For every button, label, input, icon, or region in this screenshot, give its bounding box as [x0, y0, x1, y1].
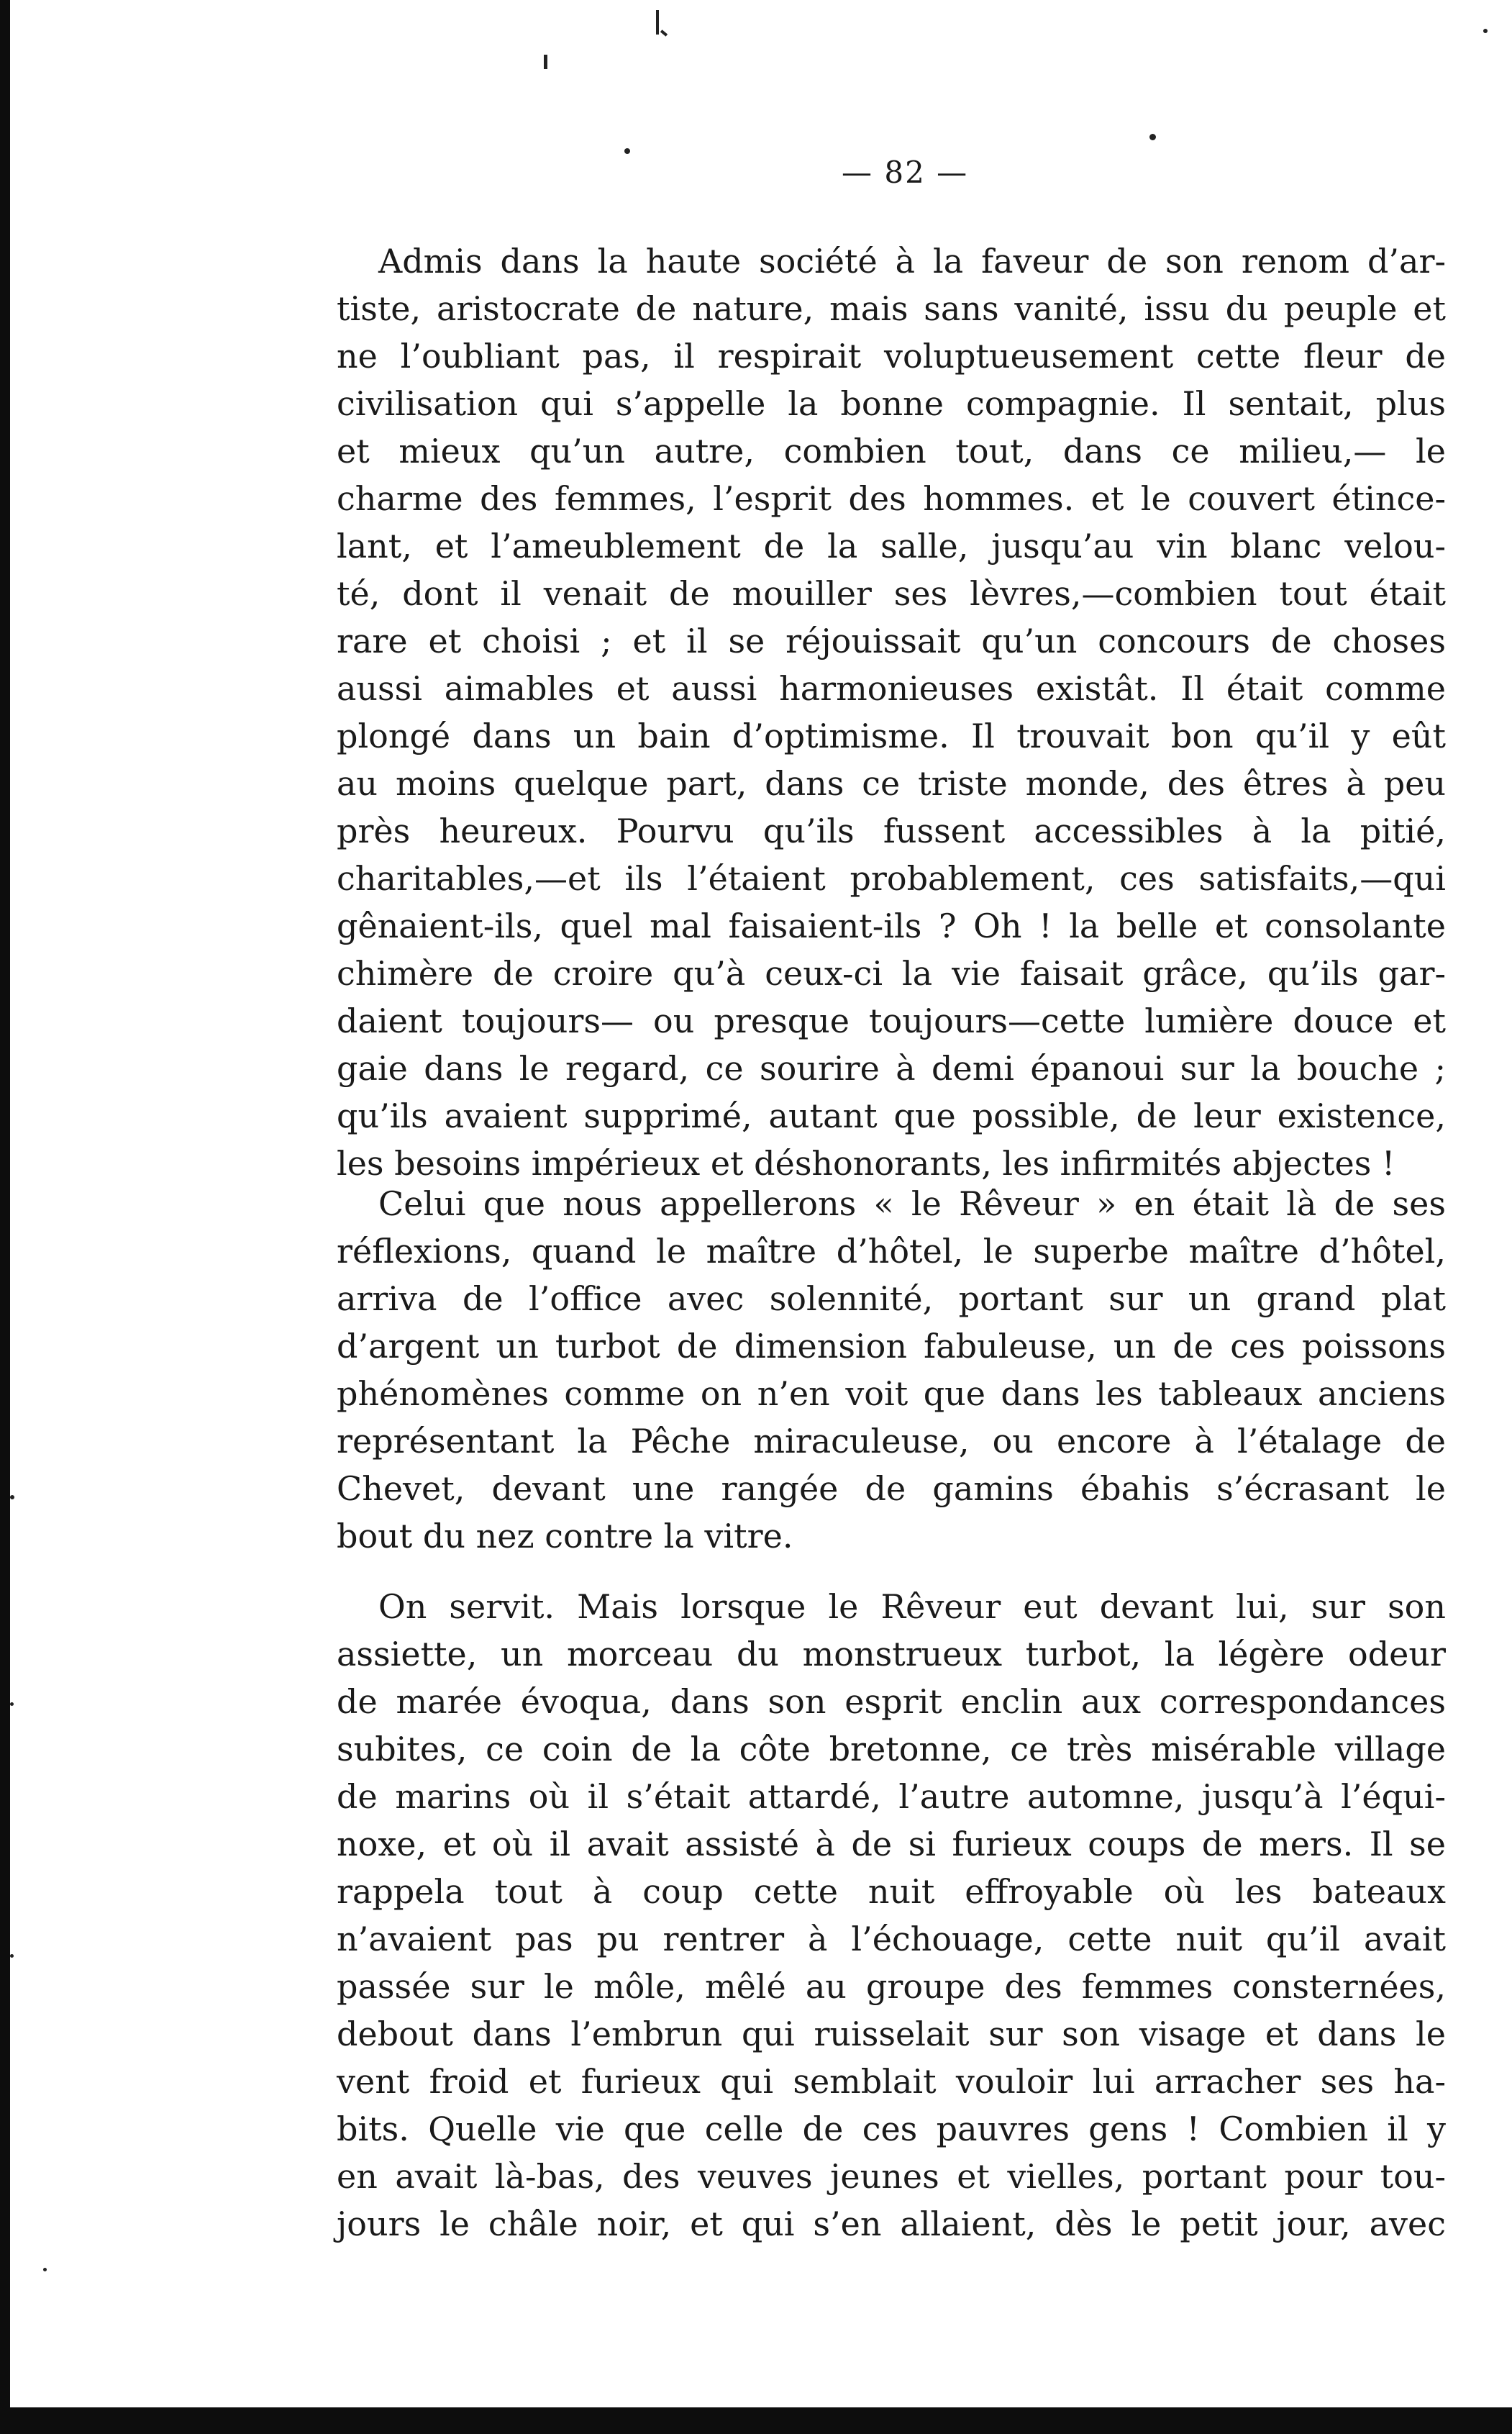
text-line: de marée évoqua, dans son esprit enclin aux correspondances: [337, 1682, 1446, 1721]
text-line: debout dans l’embrun qui ruisselait sur son visage et dans le: [337, 2015, 1446, 2053]
paragraph-3: [337, 1583, 1446, 2248]
text-line: assiette, un morceau du monstrueux turbot, la légère odeur: [337, 1635, 1446, 1674]
text-line: les besoins impérieux et déshonorants, les infirmités abjectes !: [337, 1144, 1395, 1183]
page-number: — 82 —: [842, 155, 969, 190]
text-line: plongé dans un bain d’optimisme. Il trouvait bon qu’il y eût: [337, 717, 1446, 755]
text-line: au moins quelque part, dans ce triste monde, des êtres à peu: [337, 764, 1446, 803]
text-line: Admis dans la haute société à la faveur de son renom d’ar-: [378, 242, 1446, 281]
text-line: près heureux. Pourvu qu’ils fussent accessibles à la pitié,: [337, 812, 1446, 850]
text-line: daient toujours— ou presque toujours—cette lumière douce et: [337, 1002, 1446, 1040]
text-line: tiste, aristocrate de nature, mais sans vanité, issu du peuple et: [337, 289, 1446, 328]
text-line: rappela tout à coup cette nuit effroyable où les bateaux: [337, 1872, 1446, 1911]
text-line: phénomènes comme on n’en voit que dans les tableaux anciens: [337, 1374, 1446, 1413]
text-line: et mieux qu’un autre, combien tout, dans ce milieu,— le: [337, 432, 1446, 471]
text-line: réflexions, quand le maître d’hôtel, le superbe maître d’hôtel,: [337, 1232, 1446, 1271]
text-line: lant, et l’ameublement de la salle, jusqu’au vin blanc velou-: [337, 527, 1446, 566]
text-line: Chevet, devant une rangée de gamins ébahis s’écrasant le: [337, 1469, 1446, 1508]
text-line: aussi aimables et aussi harmonieuses existât. Il était comme: [337, 669, 1446, 708]
text-line: charme des femmes, l’esprit des hommes. et le couvert étince-: [337, 479, 1446, 518]
scan-left-edge: [0, 0, 10, 2434]
scan-speck: [544, 55, 547, 69]
text-line: Celui que nous appellerons « le Rêveur » en était là de ses: [378, 1184, 1446, 1223]
text-line: On servit. Mais lorsque le Rêveur eut devant lui, sur son: [378, 1587, 1446, 1626]
text-line: qu’ils avaient supprimé, autant que possible, de leur existence,: [337, 1096, 1446, 1135]
paragraph-2: [337, 1180, 1446, 1560]
text-line: civilisation qui s’appelle la bonne compagnie. Il sentait, plus: [337, 384, 1446, 423]
text-line: gaie dans le regard, ce sourire à demi épanoui sur la bouche ;: [337, 1049, 1446, 1088]
scan-speck: [43, 2268, 47, 2271]
scan-speck: [624, 148, 630, 154]
text-line: bits. Quelle vie que celle de ces pauvres gens ! Combien il y: [337, 2110, 1446, 2148]
text-line: jours le châle noir, et qui s’en allaient, dès le petit jour, avec: [337, 2204, 1446, 2243]
text-line: vent froid et furieux qui semblait vouloir lui arracher ses ha-: [337, 2062, 1446, 2101]
text-line: gênaient-ils, quel mal faisaient-ils ? Oh ! la belle et consolante: [337, 907, 1446, 945]
text-line: de marins où il s’était attardé, l’autre automne, jusqu’à l’équi-: [337, 1777, 1446, 1816]
scan-speck: [656, 10, 659, 35]
text-line: d’argent un turbot de dimension fabuleuse, un de ces poissons: [337, 1327, 1446, 1366]
text-line: bout du nez contre la vitre.: [337, 1517, 793, 1556]
text-line: passée sur le môle, mêlé au groupe des femmes consternées,: [337, 1967, 1446, 2006]
scan-speck: [10, 1495, 14, 1499]
text-line: charitables,—et ils l’étaient probablement, ces satisfaits,—qui: [337, 859, 1446, 898]
text-line: subites, ce coin de la côte bretonne, ce très misérable village: [337, 1730, 1446, 1768]
scan-speck: [1149, 134, 1156, 140]
text-line: n’avaient pas pu rentrer à l’échouage, cette nuit qu’il avait: [337, 1920, 1446, 1958]
scan-speck: [10, 1702, 14, 1706]
scan-speck: [10, 1954, 14, 1958]
scan-bottom-edge: [0, 2407, 1512, 2434]
text-line: té, dont il venait de mouiller ses lèvres,—combien tout était: [337, 574, 1446, 613]
scan-speck: [1483, 29, 1488, 33]
text-line: arriva de l’office avec solennité, portant sur un grand plat: [337, 1279, 1446, 1318]
text-line: représentant la Pêche miraculeuse, ou encore à l’étalage de: [337, 1422, 1446, 1461]
text-line: rare et choisi ; et il se réjouissait qu’un concours de choses: [337, 622, 1446, 660]
text-line: en avait là-bas, des veuves jeunes et vielles, portant pour tou-: [337, 2157, 1446, 2196]
text-line: noxe, et où il avait assisté à de si furieux coups de mers. Il se: [337, 1825, 1446, 1863]
scan-speck: [660, 29, 668, 36]
text-line: chimère de croire qu’à ceux-ci la vie faisait grâce, qu’ils gar-: [337, 954, 1446, 993]
paragraph-1: [337, 237, 1446, 1187]
text-line: ne l’oubliant pas, il respirait voluptueusement cette fleur de: [337, 337, 1446, 376]
